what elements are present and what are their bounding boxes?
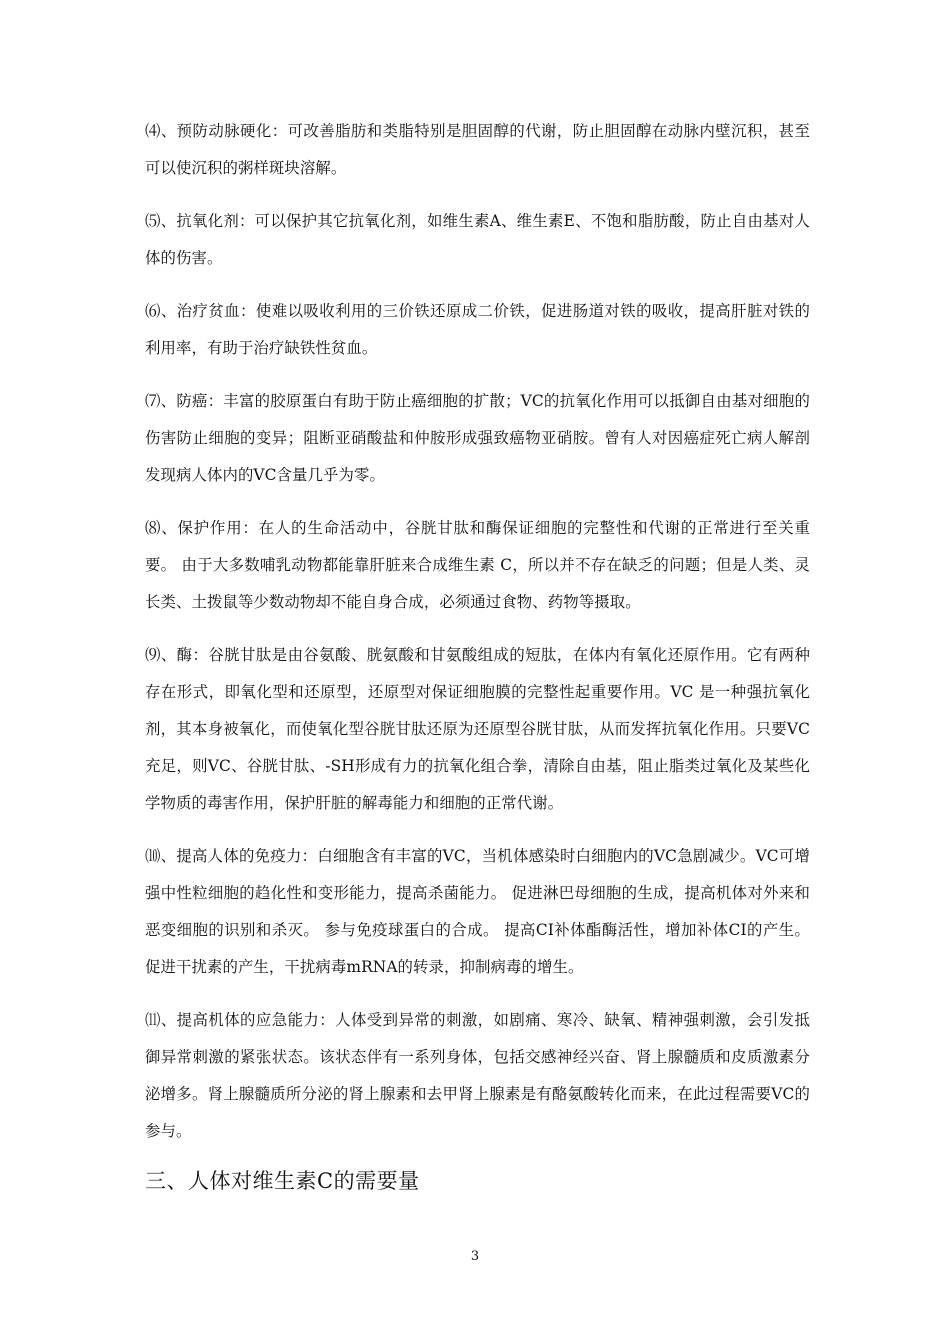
paragraph-enzyme: ⑼、酶：谷胱甘肽是由谷氨酸、胱氨酸和甘氨酸组成的短肽，在体内有氧化还原作用。它有两种存在形式，即氧化型和还原型，还原型对保证细胞膜的完整性起重要作用。VC 是一种强抗氧化剂，其本身被氧化，而使氧化型谷胱甘肽还原为还原型谷胱甘肽，从而发挥抗氧化作用。只要VC充足，则VC、谷胱甘肽、-SH形成有力的抗氧化组合拳，清除自由基，阻止脂类过氧化及某些化学物质的毒害作用，保护肝脏的解毒能力和细胞的正常代谢。 bbox=[145, 646, 810, 812]
page-number: 3 bbox=[470, 1249, 480, 1264]
paragraph-stress-response: ⑾、提高机体的应急能力：人体受到异常的刺激，如剧痛、寒冷、缺氧、精神强刺激，会引发抵御异常刺激的紧张状态。该状态伴有一系列身体，包括交感神经兴奋、肾上腺髓质和皮质激素分泌增多。肾上腺髓质所分泌的肾上腺素和去甲肾上腺素是有酪氨酸转化而来，在此过程需要VC的参与。 bbox=[145, 1011, 810, 1140]
paragraph-anticancer: ⑺、防癌：丰富的胶原蛋白有助于防止癌细胞的扩散；VC的抗氧化作用可以抵御自由基对细胞的伤害防止细胞的变异；阻断亚硝酸盐和仲胺形成强致癌物亚硝胺。曾有人对因癌症死亡病人解剖发现病人体内的VC含量几乎为零。 bbox=[145, 392, 810, 484]
document-body bbox=[145, 113, 810, 1196]
paragraph-protection: ⑻、保护作用：在人的生命活动中，谷胱甘肽和酶保证细胞的完整性和代谢的正常进行至关重要。 由于大多数哺乳动物都能靠肝脏来合成维生素 C，所以并不存在缺乏的问题；但是人类、灵长类、土拨鼠等少数动物却不能自身合成，必须通过食物、药物等摄取。 bbox=[145, 519, 810, 611]
section-heading: 三、人体对维生素C的需要量 bbox=[145, 1169, 420, 1193]
paragraph-immunity: ⑽、提高人体的免疫力：白细胞含有丰富的VC，当机体感染时白细胞内的VC急剧减少。VC可增强中性粒细胞的趋化性和变形能力，提高杀菌能力。 促进淋巴母细胞的生成，提高机体对外来和恶变细胞的识别和杀灭。 参与免疫球蛋白的合成。 提高CI补体酯酶活性，增加补体CI的产生。促进干扰素的产生，干扰病毒mRNA的转录，抑制病毒的增生。 bbox=[145, 847, 810, 976]
paragraph-prevent-arteriosclerosis: ⑷、预防动脉硬化：可改善脂肪和类脂特别是胆固醇的代谢，防止胆固醇在动脉内壁沉积，甚至可以使沉积的粥样斑块溶解。 bbox=[145, 122, 810, 177]
paragraph-treat-anemia: ⑹、治疗贫血：使难以吸收利用的三价铁还原成二价铁，促进肠道对铁的吸收，提高肝脏对铁的利用率，有助于治疗缺铁性贫血。 bbox=[145, 302, 810, 357]
paragraph-antioxidant: ⑸、抗氧化剂：可以保护其它抗氧化剂，如维生素A、维生素E、不饱和脂肪酸，防止自由基对人体的伤害。 bbox=[145, 212, 810, 267]
